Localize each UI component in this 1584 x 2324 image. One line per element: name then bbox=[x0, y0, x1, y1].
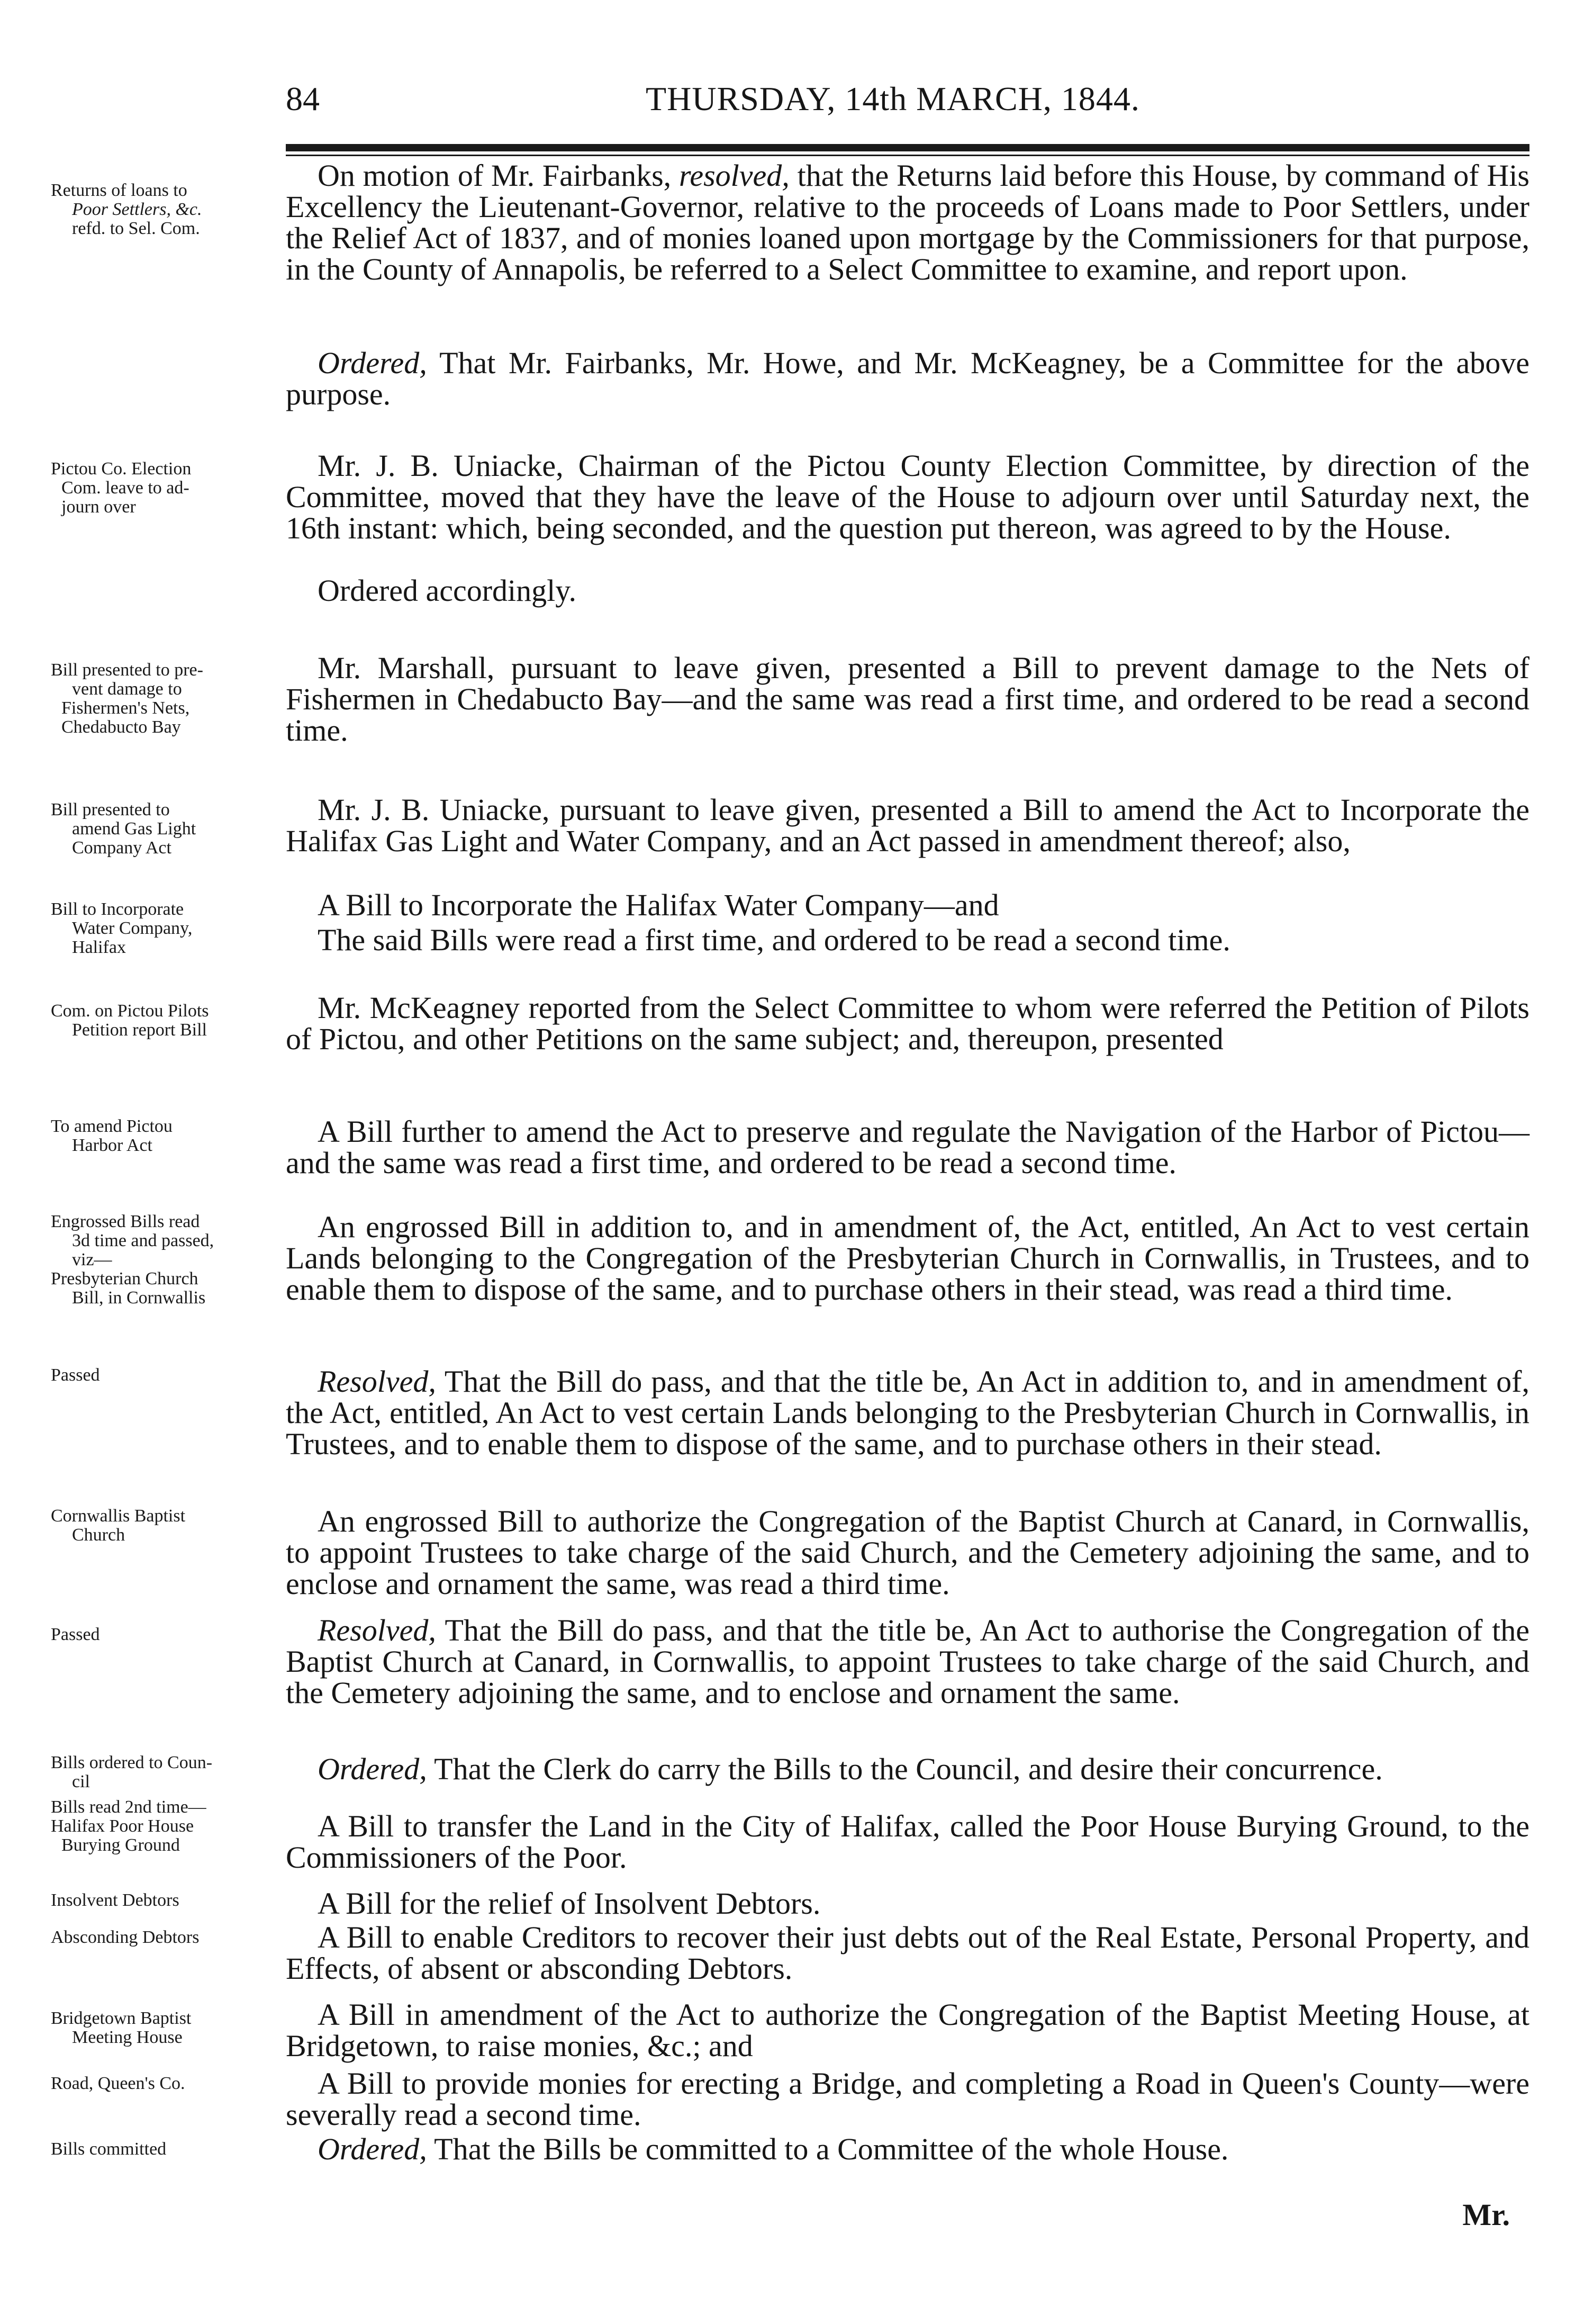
margin-note: Insolvent Debtors bbox=[51, 1890, 179, 1910]
margin-note: Cornwallis Baptist Church bbox=[51, 1506, 186, 1545]
margin-note: Com. on Pictou Pilots Petition report Bill bbox=[51, 1001, 209, 1040]
header-rule bbox=[286, 144, 1529, 151]
paragraph: A Bill further to amend the Act to preserve and regulate the Navigation of the Harbor of Pictou—and the same was read a first time, and ordered to be read a second time. bbox=[286, 1114, 1529, 1180]
paragraph: A Bill in amendment of the Act to authorize the Congregation of the Baptist Meeting House, at Bridgetown, to raise monies, &c.; and bbox=[286, 1997, 1529, 2063]
margin-note: Passed bbox=[51, 1365, 100, 1385]
margin-note: Absconding Debtors bbox=[51, 1927, 200, 1947]
margin-note: To amend Pictou Harbor Act bbox=[51, 1116, 173, 1155]
page-header bbox=[286, 79, 1529, 138]
margin-note: Returns of loans to Poor Settlers, &c. refd. to Sel. Com. bbox=[51, 181, 202, 238]
paragraph: A Bill to transfer the Land in the City of Halifax, called the Poor House Burying Ground, to the Commissioners of the Poor. bbox=[286, 1809, 1529, 1875]
page-number: 84 bbox=[286, 80, 320, 118]
margin-note: Pictou Co. Election Com. leave to ad- journ over bbox=[51, 459, 192, 517]
paragraph: The said Bills were read a first time, and ordered to be read a second time. bbox=[318, 923, 1230, 957]
margin-note: Bills ordered to Coun- cil bbox=[51, 1753, 213, 1791]
header-rule-thin bbox=[286, 155, 1529, 156]
paragraph: Resolved, That the Bill do pass, and that the title be, An Act to authorise the Congregation of the Baptist Church at Canard, in Cornwallis, to appoint Trustees to take charge of the said Church, and the Cemetery adjoining the same, and to enclose and ornament the same. bbox=[286, 1613, 1529, 1710]
paragraph: Mr. Marshall, pursuant to leave given, presented a Bill to prevent damage to the Nets of Fishermen in Chedabucto Bay—and the same was read a first time, and ordered to be read a second time. bbox=[286, 651, 1529, 747]
margin-note: Bill presented to pre- vent damage to Fishermen's Nets, Chedabucto Bay bbox=[51, 660, 203, 737]
paragraph: Resolved, That the Bill do pass, and that the title be, An Act in addition to, and in amendment of, the Act, entitled, An Act to vest certain Lands belonging to the Presbyterian Church in Cornwallis, in Trustees, and to enable them to dispose of the same, and to purchase others in their stead. bbox=[286, 1364, 1529, 1461]
paragraph: An engrossed Bill to authorize the Congregation of the Baptist Church at Canard, in Cornwallis, to appoint Trustees to take charge of the said Church, and the Cemetery adjoining the same, and to enclose and ornament the same, was read a third time. bbox=[286, 1504, 1529, 1601]
paragraph: Ordered, That the Bills be committed to a Committee of the whole House. bbox=[318, 2132, 1229, 2166]
paragraph: An engrossed Bill in addition to, and in amendment of, the Act, entitled, An Act to vest certain Lands belonging to the Congregation of the Presbyterian Church in Cornwallis, in Trustees, and to enable them to dispose of the same, and to purchase others in their stead, was read a third time. bbox=[286, 1210, 1529, 1307]
catchword: Mr. bbox=[1462, 2197, 1510, 2232]
margin-note: Bills read 2nd time— Halifax Poor House Burying Ground bbox=[51, 1797, 206, 1855]
paragraph: Ordered, That Mr. Fairbanks, Mr. Howe, and Mr. McKeagney, be a Committee for the above purpose. bbox=[286, 346, 1529, 411]
margin-note: Road, Queen's Co. bbox=[51, 2074, 185, 2093]
paragraph: A Bill to provide monies for erecting a Bridge, and completing a Road in Queen's County—were severally read a second time. bbox=[286, 2066, 1529, 2132]
margin-note: Passed bbox=[51, 1625, 100, 1644]
paragraph: A Bill to Incorporate the Halifax Water Company—and bbox=[318, 888, 999, 922]
paragraph: A Bill for the relief of Insolvent Debtors. bbox=[318, 1886, 821, 1921]
running-head: THURSDAY, 14th MARCH, 1844. bbox=[646, 80, 1140, 118]
paragraph: On motion of Mr. Fairbanks, resolved, that the Returns laid before this House, by command of His Excellency the Lieutenant-Governor, relative to the proceeds of Loans made to Poor Settlers, under the Relief Act of 1837, and of monies loaned upon mortgage by the Commissioners for that purpose, in the County of Annapolis, be referred to a Select Committee to examine, and report upon. bbox=[286, 158, 1529, 286]
paragraph: Ordered, That the Clerk do carry the Bills to the Council, and desire their concurrence. bbox=[318, 1752, 1383, 1786]
margin-note: Bridgetown Baptist Meeting House bbox=[51, 2008, 192, 2047]
paragraph: Mr. J. B. Uniacke, Chairman of the Pictou County Election Committee, by direction of the Committee, moved that they have the leave of the House to adjourn over until Saturday next, the 16th instant: which, being seconded, and the question put thereon, was agreed to by the House. bbox=[286, 448, 1529, 545]
paragraph: Mr. J. B. Uniacke, pursuant to leave given, presented a Bill to amend the Act to Incorporate the Halifax Gas Light and Water Company, and an Act passed in amendment thereof; also, bbox=[286, 792, 1529, 858]
margin-note: Engrossed Bills read 3d time and passed, viz— Presbyterian Church Bill, in Cornwallis bbox=[51, 1212, 214, 1308]
paragraph: A Bill to enable Creditors to recover their just debts out of the Real Estate, Personal Property, and Effects, of absent or absconding Debtors. bbox=[286, 1920, 1529, 1986]
margin-note: Bill presented to amend Gas Light Company Act bbox=[51, 800, 196, 858]
margin-note: Bill to Incorporate Water Company, Halifax bbox=[51, 899, 193, 957]
paragraph: Mr. McKeagney reported from the Select Committee to whom were referred the Petition of Pilots of Pictou, and other Petitions on the same subject; and, thereupon, presented bbox=[286, 990, 1529, 1056]
margin-note: Bills committed bbox=[51, 2139, 167, 2159]
paragraph: Ordered accordingly. bbox=[318, 573, 577, 608]
